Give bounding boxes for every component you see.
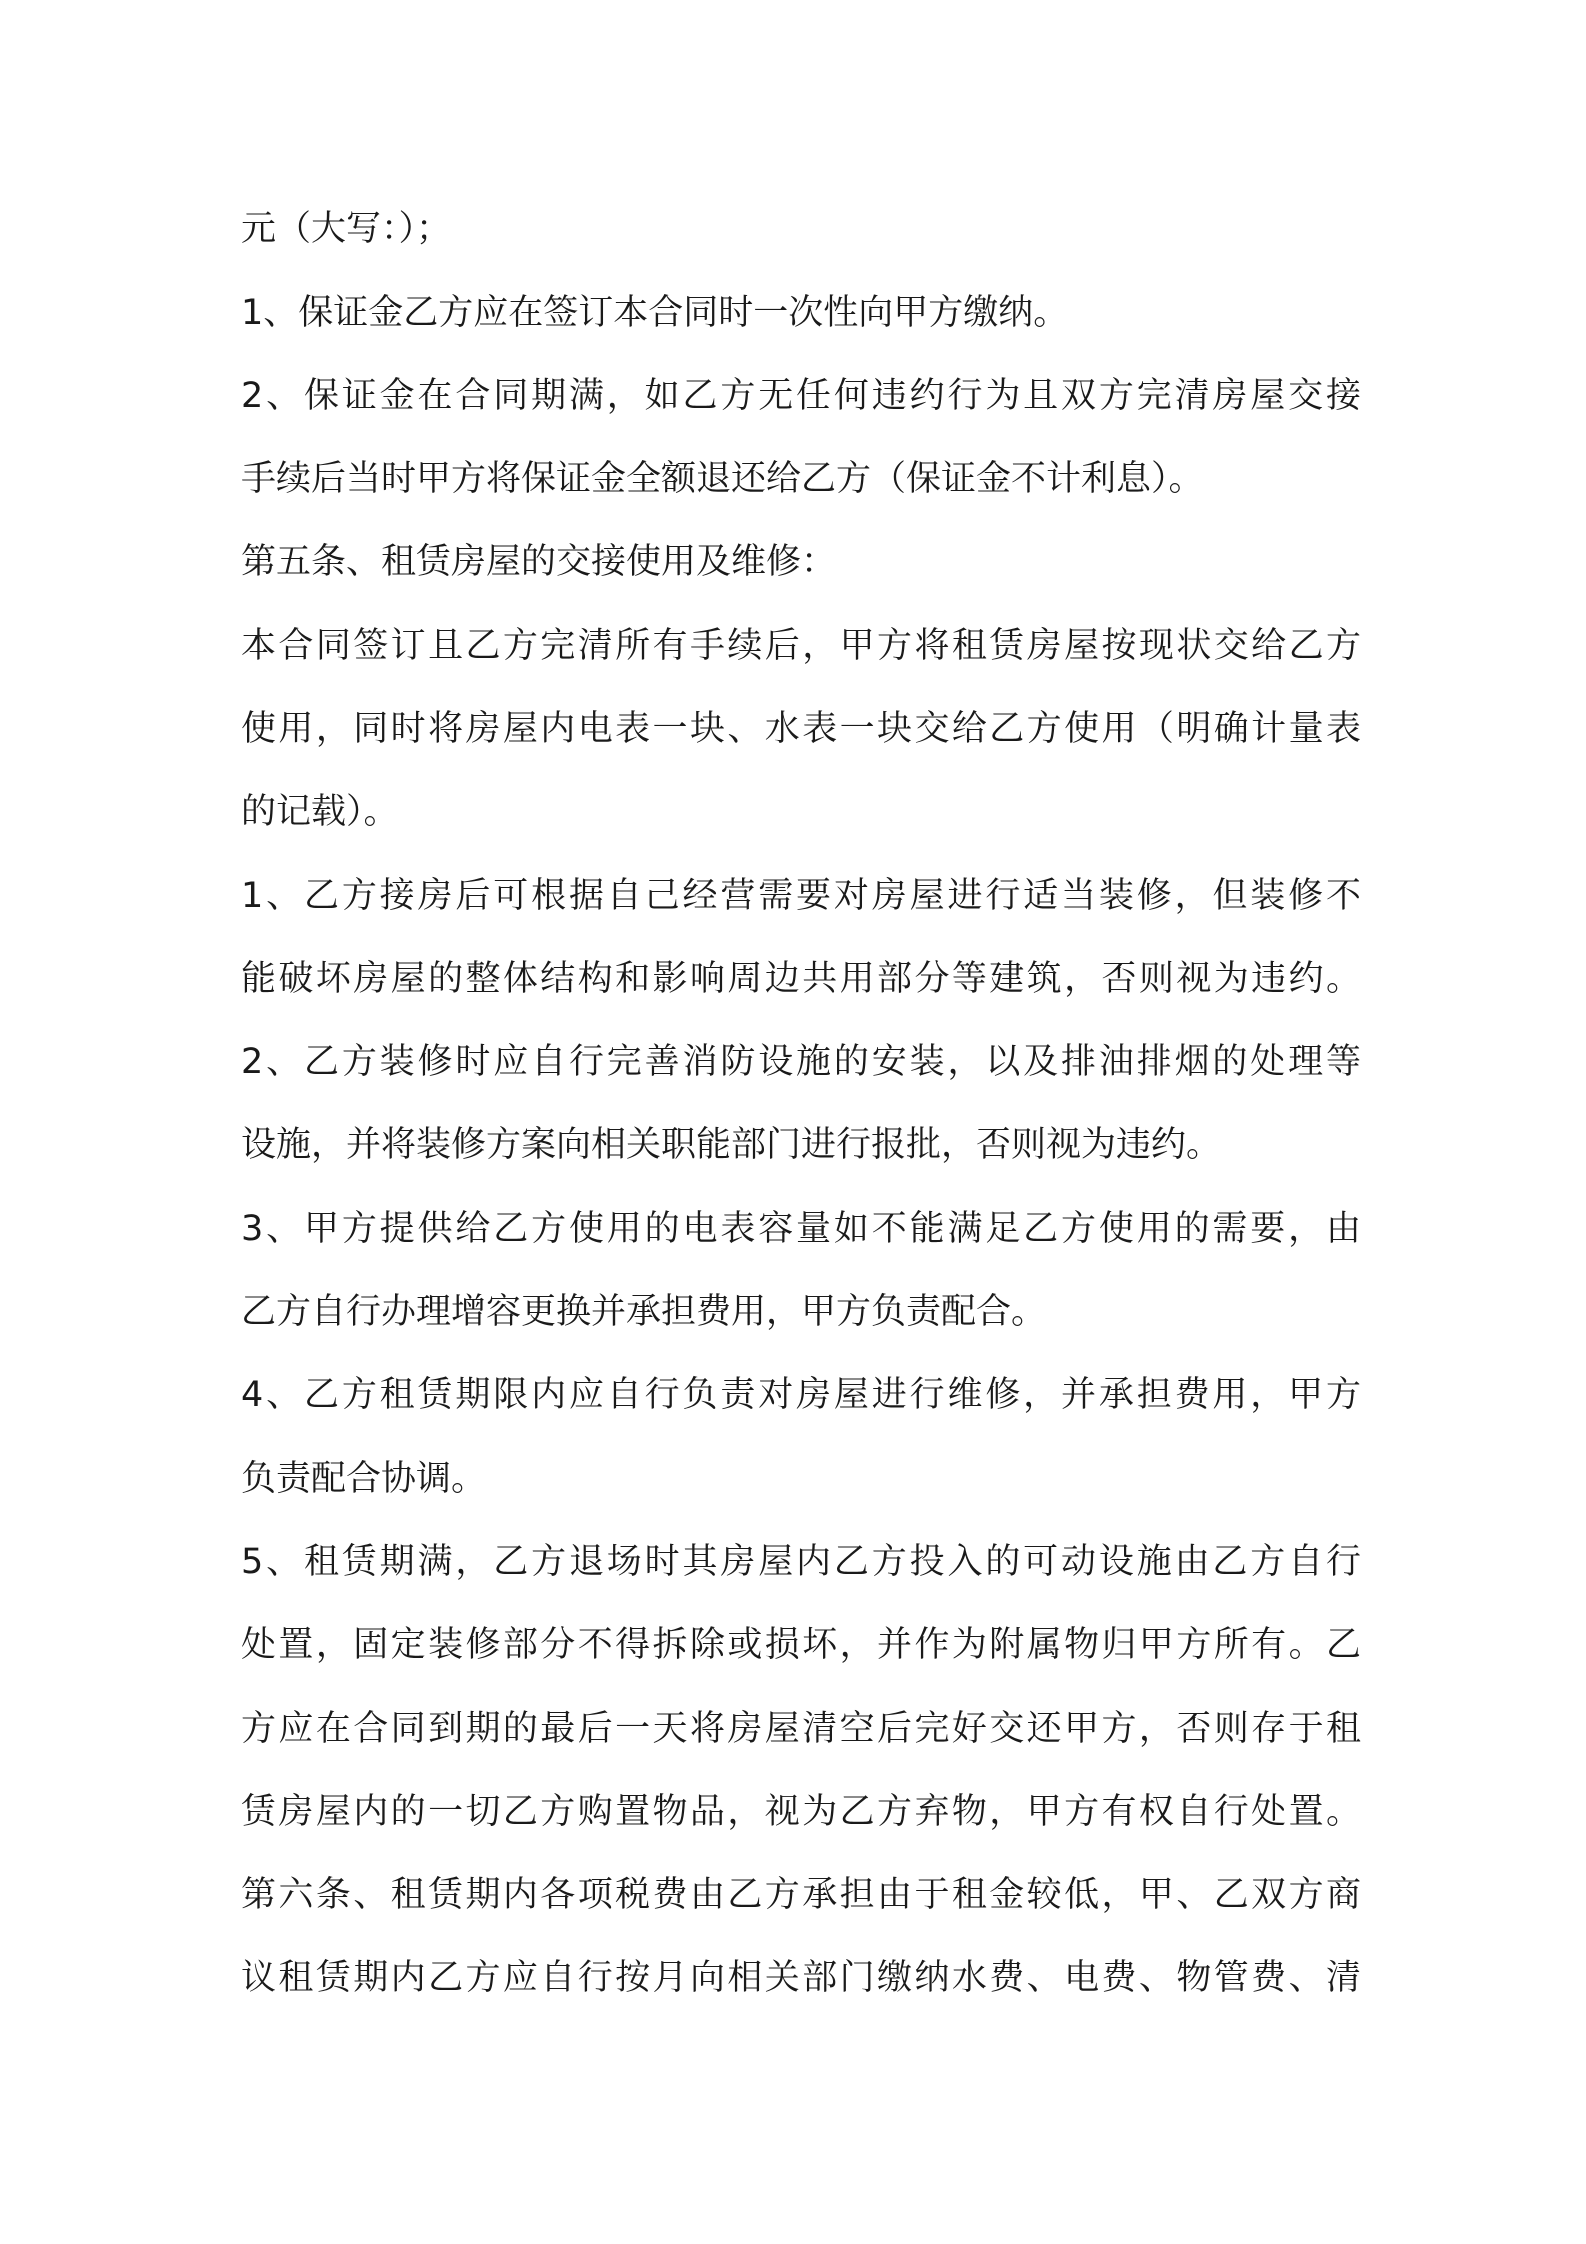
text-line: 3、甲方提供给乙方使用的电表容量如不能满足乙方使用的需要，由 — [241, 1209, 1361, 1249]
text-line: 议租赁期内乙方应自行按月向相关部门缴纳水费、电费、物管费、清 — [241, 1958, 1361, 1998]
text-line: 乙方自行办理增容更换并承担费用，甲方负责配合。 — [241, 1292, 1047, 1332]
text-line: 2、乙方装修时应自行完善消防设施的安装，以及排油排烟的处理等 — [241, 1042, 1361, 1082]
text-line: 负责配合协调。 — [241, 1459, 487, 1499]
text-line: 的记载）。 — [241, 792, 399, 832]
text-line: 5、租赁期满，乙方退场时其房屋内乙方投入的可动设施由乙方自行 — [241, 1542, 1361, 1582]
text-line: 本合同签订且乙方完清所有手续后，甲方将租赁房屋按现状交给乙方 — [241, 626, 1361, 666]
text-line: 设施，并将装修方案向相关职能部门进行报批，否则视为违约。 — [241, 1125, 1222, 1165]
text-line: 赁房屋内的一切乙方购置物品，视为乙方弃物，甲方有权自行处置。 — [241, 1792, 1361, 1832]
text-line: 能破坏房屋的整体结构和影响周边共用部分等建筑，否则视为违约。 — [241, 959, 1361, 999]
text-line: 1、乙方接房后可根据自己经营需要对房屋进行适当装修，但装修不 — [241, 876, 1361, 916]
text-line: 元（大写：）； — [241, 209, 452, 249]
text-line: 方应在合同到期的最后一天将房屋清空后完好交还甲方，否则存于租 — [241, 1709, 1361, 1749]
text-line: 1、保证金乙方应在签订本合同时一次性向甲方缴纳。 — [241, 293, 1069, 333]
text-line: 2、保证金在合同期满，如乙方无任何违约行为且双方完清房屋交接 — [241, 376, 1361, 416]
text-line: 4、乙方租赁期限内应自行负责对房屋进行维修，并承担费用，甲方 — [241, 1375, 1361, 1415]
text-line: 第六条、租赁期内各项税费由乙方承担由于租金较低，甲、乙双方商 — [241, 1875, 1361, 1915]
text-line: 手续后当时甲方将保证金全额退还给乙方（保证金不计利息）。 — [241, 459, 1204, 499]
text-line: 使用，同时将房屋内电表一块、水表一块交给乙方使用（明确计量表 — [241, 709, 1361, 749]
text-line: 第五条、租赁房屋的交接使用及维修： — [241, 542, 837, 582]
text-line: 处置，固定装修部分不得拆除或损坏，并作为附属物归甲方所有。乙 — [241, 1625, 1361, 1665]
